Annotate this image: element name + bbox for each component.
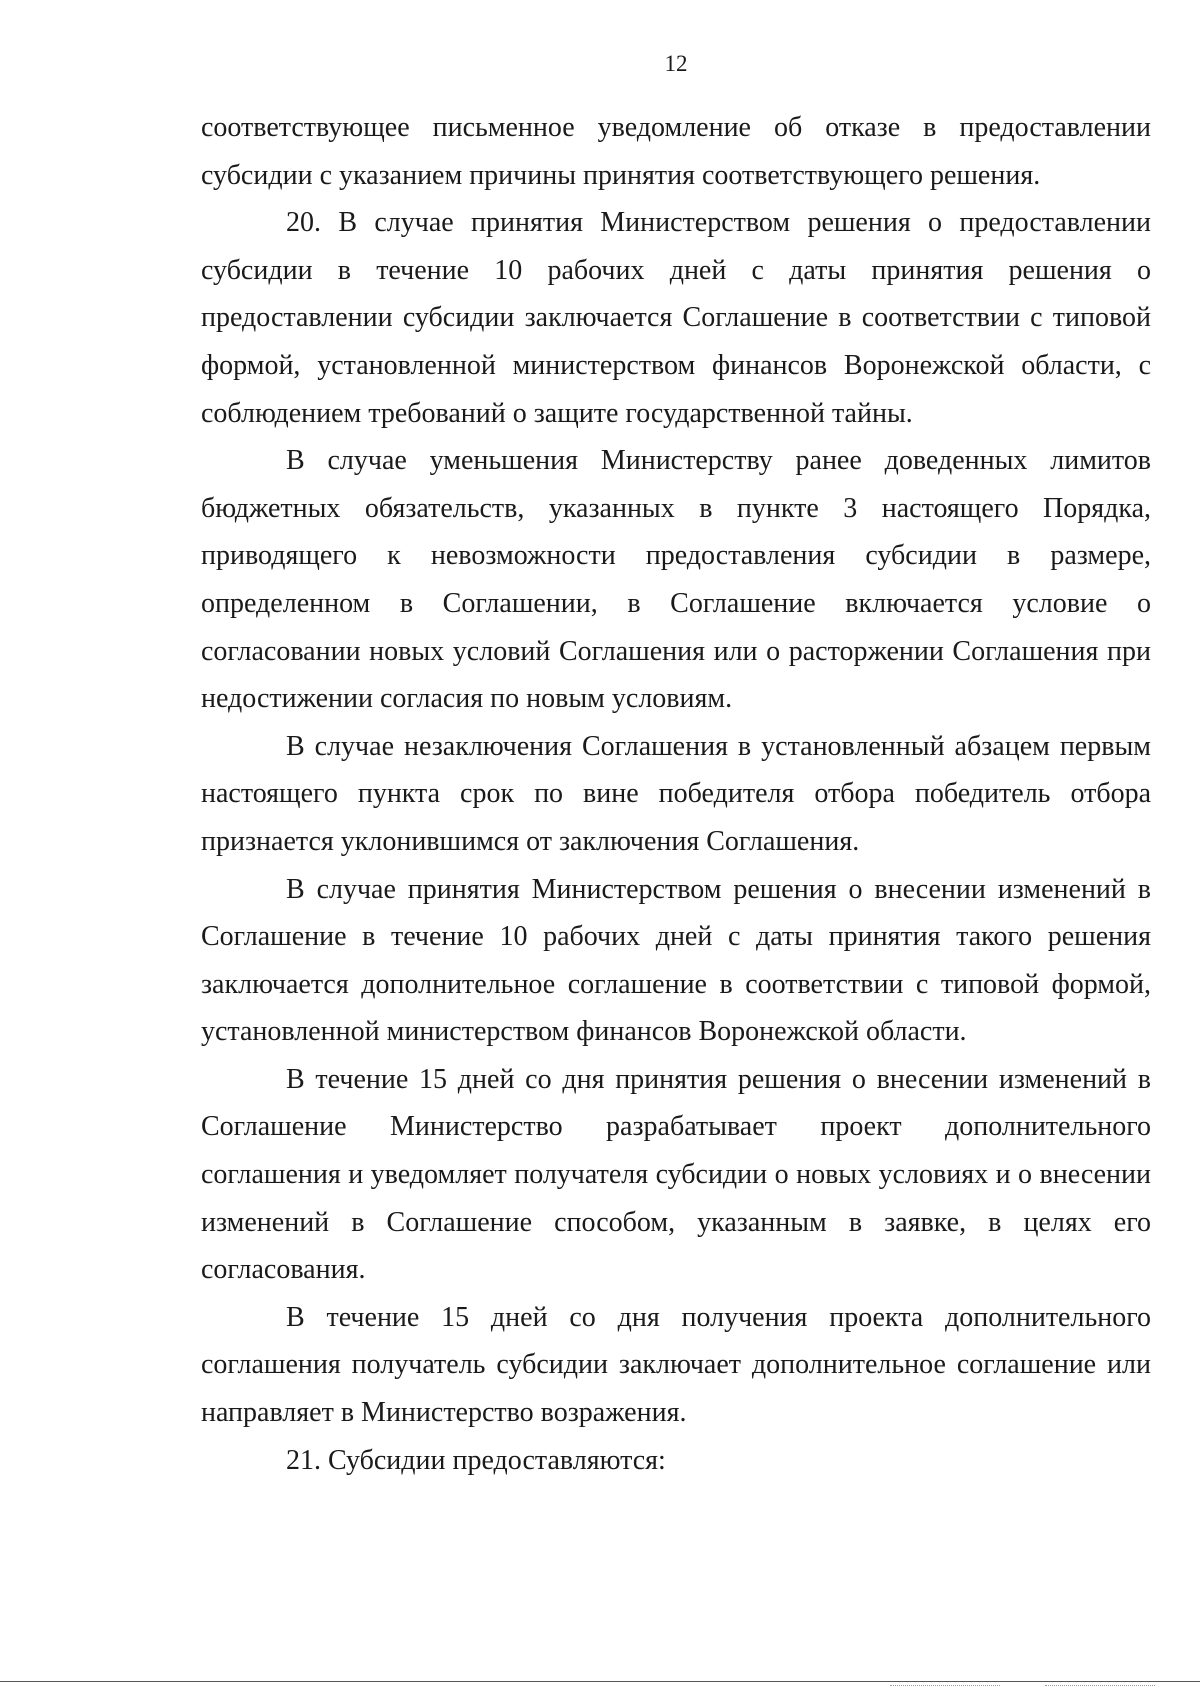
scan-edge-fragment xyxy=(1045,1685,1155,1686)
paragraph-non-conclusion: В случае незаключения Соглашения в установленный абзацем первым настоящего пункта срок по вине победителя отбора победитель отбора признается уклонившимся от заключения Соглашения. xyxy=(201,730,1151,857)
paragraph-amendment-decision: В случае принятия Министерством решения о внесении изменений в Соглашение в течение 10 рабочих дней с даты принятия такого решения заключается дополнительное соглашение в соответствии с типовой формой, установленной министерством финансов Воронежской области. xyxy=(201,873,1151,1048)
scan-bottom-edge-line xyxy=(0,1681,1200,1682)
page-number: 12 xyxy=(664,51,688,76)
paragraph-limits-reduction: В случае уменьшения Министерству ранее доведенных лимитов бюджетных обязательств, указанных в пункте 3 настоящего Порядка, приводящего к невозможности предоставления субсидии в размере, определенном в Соглашении, в Соглашение включается условие о согласовании новых условий Соглашения или о расторжении Соглашения при недостижении согласия по новым условиям. xyxy=(201,445,1151,715)
scan-edge-fragment xyxy=(890,1685,1000,1686)
paragraph-amendment-draft: В течение 15 дней со дня принятия решения о внесении изменений в Соглашение Министерство разрабатывает проект дополнительного соглашения и уведомляет получателя субсидии о новых условиях и о внесении изменений в Соглашение способом, указанным в заявке, в целях его согласования. xyxy=(201,1063,1151,1286)
paragraph-continuation: соответствующее письменное уведомление об отказе в предоставлении субсидии с указанием причины принятия соответствующего решения. xyxy=(201,112,1151,191)
paragraph-recipient-response: В течение 15 дней со дня получения проекта дополнительного соглашения получатель субсидии заключает дополнительное соглашение или направляет в Министерство возражения. xyxy=(201,1301,1151,1429)
document-body xyxy=(201,104,1151,1484)
paragraph-clause-20: 20. В случае принятия Министерством решения о предоставлении субсидии в течение 10 рабочих дней с даты принятия решения о предоставлении субсидии заключается Соглашение в соответствии с типовой формой, установленной министерством финансов Воронежской области, с соблюдением требований о защите государственной тайны. xyxy=(201,207,1151,429)
paragraph-clause-21: 21. Субсидии предоставляются: xyxy=(286,1444,666,1476)
